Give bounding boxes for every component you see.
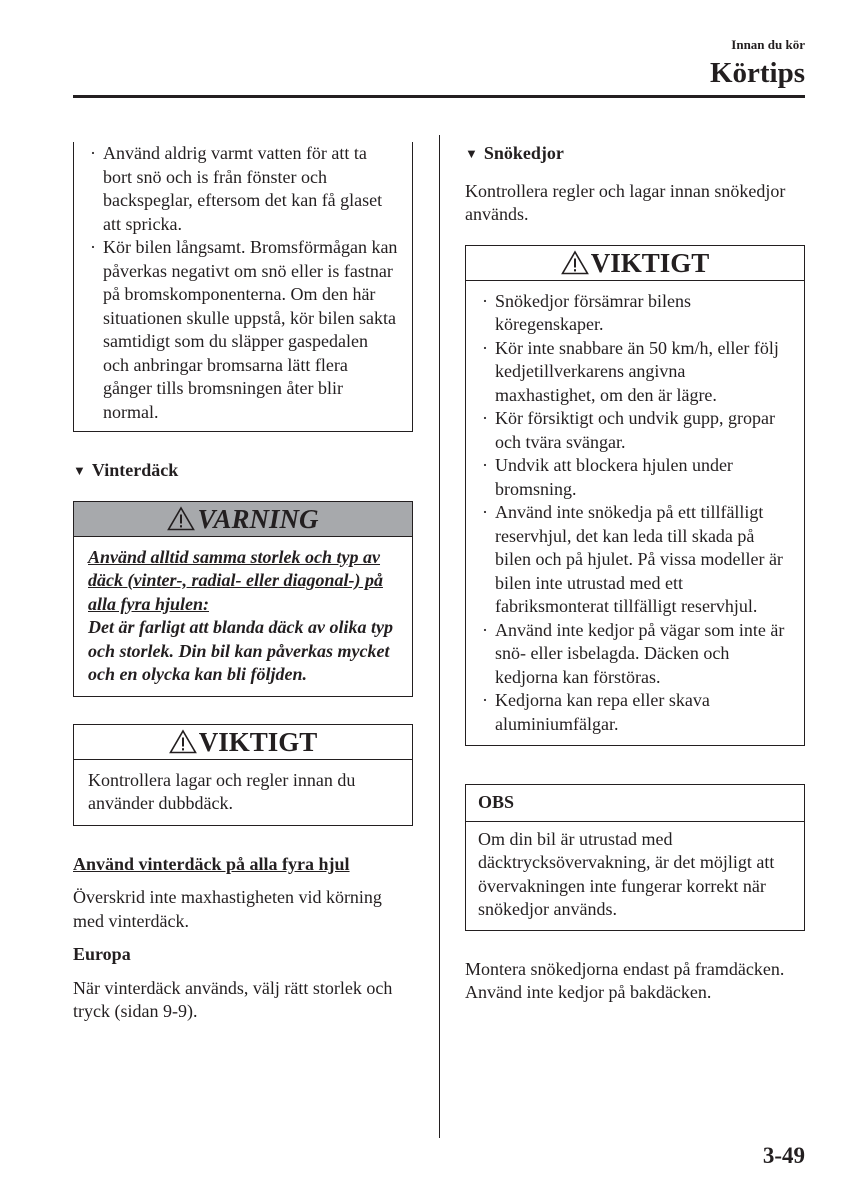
- list-item: · Kör försiktigt och undvik gupp, gropar och tvära svängar.: [480, 407, 790, 454]
- viktigt-body: Kontrollera lagar och regler innan du använder dubbdäck.: [88, 769, 356, 813]
- viktigt-bullet-list: [480, 290, 790, 737]
- triangle-down-icon: ▼: [73, 463, 86, 478]
- paragraph: Överskrid inte maxhastigheten vid körning med vinterdäck.: [73, 887, 382, 931]
- column-divider: [439, 135, 440, 1138]
- list-item: · Kedjorna kan repa eller skava aluminiumfälgar.: [480, 689, 790, 736]
- page-title: Körtips: [709, 57, 805, 89]
- page-number: 3-49: [762, 1143, 805, 1168]
- list-item: · Undvik att blockera hjulen under bromsning.: [480, 454, 790, 501]
- viktigt-label: VIKTIGT: [590, 247, 710, 278]
- viktigt-header: [74, 725, 412, 760]
- list-item: · Kör inte snabbare än 50 km/h, eller följ kedjetillverkarens angivna maxhastighet, om den är lägre.: [480, 337, 790, 408]
- list-item: · Använd inte kedjor på vägar som inte är snö- eller isbelagda. Däcken och kedjorna kan förstöras.: [480, 619, 790, 690]
- viktigt-body: [466, 281, 804, 746]
- paragraph: Montera snökedjorna endast på framdäcken.: [465, 958, 785, 979]
- heading-text: Snökedjor: [483, 143, 564, 163]
- triangle-down-icon: ▼: [465, 146, 478, 161]
- list-item: · Använd inte snökedja på ett tillfälligt reservhjul, det kan leda till skada på bilen och på hjulet. På vissa modeller är bilen inte utrustad med ett fabriksmonterat tillfälligt reservhjul.: [480, 501, 790, 619]
- warning-triangle-icon: [167, 506, 195, 531]
- obs-header: OBS: [466, 785, 804, 822]
- obs-body: Om din bil är utrustad med däcktrycksövervakning, är det möjligt att övervakningen inte fungerar korrekt när snökedjor används.: [478, 828, 775, 919]
- header-rule: [73, 95, 805, 98]
- viktigt-label: VIKTIGT: [198, 726, 318, 757]
- warning-triangle-icon: [561, 250, 589, 275]
- continued-bullet-list: [88, 142, 398, 424]
- varning-label: VARNING: [197, 503, 319, 534]
- list-item: · Snökedjor försämrar bilens köregenskaper.: [480, 290, 790, 337]
- varning-underlined: Använd alltid samma storlek och typ av däck (vinter-, radial- eller diagonal-) på alla fyra hjulen:: [88, 546, 383, 614]
- continued-note-box: [73, 142, 413, 432]
- warning-triangle-icon: [169, 729, 197, 754]
- varning-box: [73, 501, 413, 697]
- page-header: [710, 36, 805, 90]
- paragraph: Använd inte kedjor på bakdäcken.: [465, 982, 712, 1002]
- heading-text: Vinterdäck: [91, 460, 179, 480]
- underline-heading: Använd vinterdäck på alla fyra hjul: [73, 853, 350, 874]
- left-column: [73, 142, 413, 1024]
- list-item: · Kör bilen långsamt. Bromsförmågan kan påverkas negativt om snö eller is fastnar på bromskomponenterna. Om den här situationen skulle uppstå, kör bilen sakta samtidigt som du släpper gaspedalen och anbringar bromsarna lätt flera gånger tills bromsningen åter blir normal.: [88, 236, 398, 424]
- paragraph: Kontrollera regler och lagar innan snökedjor används.: [465, 180, 786, 224]
- snokedjor-heading: [465, 142, 805, 166]
- europa-heading: Europa: [73, 944, 131, 964]
- viktigt-box: [465, 245, 805, 747]
- viktigt-box: [73, 724, 413, 826]
- paragraph: När vinterdäck används, välj rätt storlek och tryck (sidan 9-9).: [73, 977, 393, 1021]
- right-column: [465, 142, 805, 1005]
- varning-text: Det är farligt att blanda däck av olika typ och storlek. Din bil kan påverkas mycket och en olycka kan bli följden.: [88, 617, 393, 684]
- varning-header: [74, 502, 412, 537]
- varning-body: [74, 537, 412, 696]
- vinterdack-heading: [73, 459, 413, 483]
- list-item: · Använd aldrig varmt vatten för att ta bort snö och is från fönster och backspeglar, eftersom det kan få glaset att spricka.: [88, 142, 398, 236]
- obs-box: [465, 784, 805, 931]
- section-label: Innan du kör: [731, 37, 805, 52]
- viktigt-header: [466, 246, 804, 281]
